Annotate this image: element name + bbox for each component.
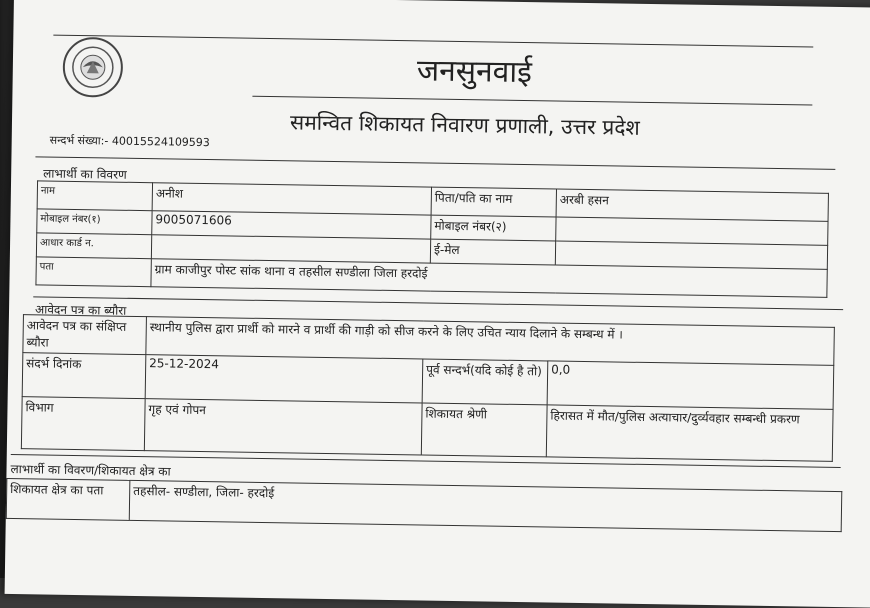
summary-label: आवेदन पत्र का संक्षिप्त ब्यौरा xyxy=(23,315,147,355)
reference-label: सन्दर्भ संख्या:- xyxy=(49,133,109,148)
beneficiary-table xyxy=(35,180,829,297)
section-rule xyxy=(35,156,835,170)
area-section-title: लाभार्थी का विवरण/शिकायत क्षेत्र का xyxy=(10,462,171,479)
address-value: ग्राम काजीपुर पोस्ट सांक थाना व तहसील सण्डीला जिला हरदोई xyxy=(151,259,827,298)
aadhaar-label: आधार कार्ड न. xyxy=(36,233,151,259)
prev-ref-value: 0,0 xyxy=(547,361,834,409)
prev-ref-label: पूर्व सन्दर्भ(यदि कोई है तो) xyxy=(422,359,548,405)
name-label: नाम xyxy=(37,181,152,211)
area-address-label: शिकायत क्षेत्र का पता xyxy=(6,478,130,520)
area-address-value: तहसील- सण्डीला, जिला- हरदोई xyxy=(129,480,842,531)
father-value: अरबी हसन xyxy=(556,189,828,221)
summary-value: स्थानीय पुलिस द्वारा प्रार्थी को मारने व प्रार्थी की गाड़ी को सीज करने के लिए उचित न्याय दिलाने के सम्बन्ध में । xyxy=(146,317,835,366)
mobile1-label: मोबाइल नंबर(१) xyxy=(37,209,152,235)
name-value: अनीश xyxy=(152,183,431,215)
date-value: 25-12-2024 xyxy=(145,355,423,403)
application-table xyxy=(21,314,835,462)
section-rule-2 xyxy=(33,296,843,310)
father-label: पिता/पति का नाम xyxy=(431,187,556,217)
date-label: संदर्भ दिनांक xyxy=(22,353,146,399)
page-title: जनसुनवाई xyxy=(416,53,533,91)
title-rule xyxy=(252,96,812,106)
page-subtitle: समन्वित शिकायत निवारण प्रणाली, उत्तर प्रदेश xyxy=(289,110,640,140)
top-rule xyxy=(53,35,813,48)
beneficiary-section-title: लाभार्थी का विवरण xyxy=(43,166,127,182)
category-label: शिकायत श्रेणी xyxy=(421,403,547,457)
address-label: पता xyxy=(36,257,151,287)
up-emblem-icon xyxy=(71,45,116,90)
mobile1-value: 9005071606 xyxy=(152,211,431,239)
application-section-title: आवेदन पत्र का ब्यौरा xyxy=(34,302,127,318)
email-label: ई-मेल xyxy=(430,239,555,265)
category-value: हिरासत में मौत/पुलिस अत्याचार/दुर्व्यवहार सम्बन्धी प्रकरण xyxy=(546,405,833,461)
department-label: विभाग xyxy=(21,397,145,451)
reference-line xyxy=(50,133,210,151)
reference-number: 40015524109593 xyxy=(111,134,210,150)
area-table xyxy=(6,478,843,532)
emblem-logo xyxy=(62,37,123,98)
document-page xyxy=(5,0,870,608)
department-value: गृह एवं गोपन xyxy=(144,399,422,455)
mobile2-label: मोबाइल नंबर(२) xyxy=(431,215,556,241)
